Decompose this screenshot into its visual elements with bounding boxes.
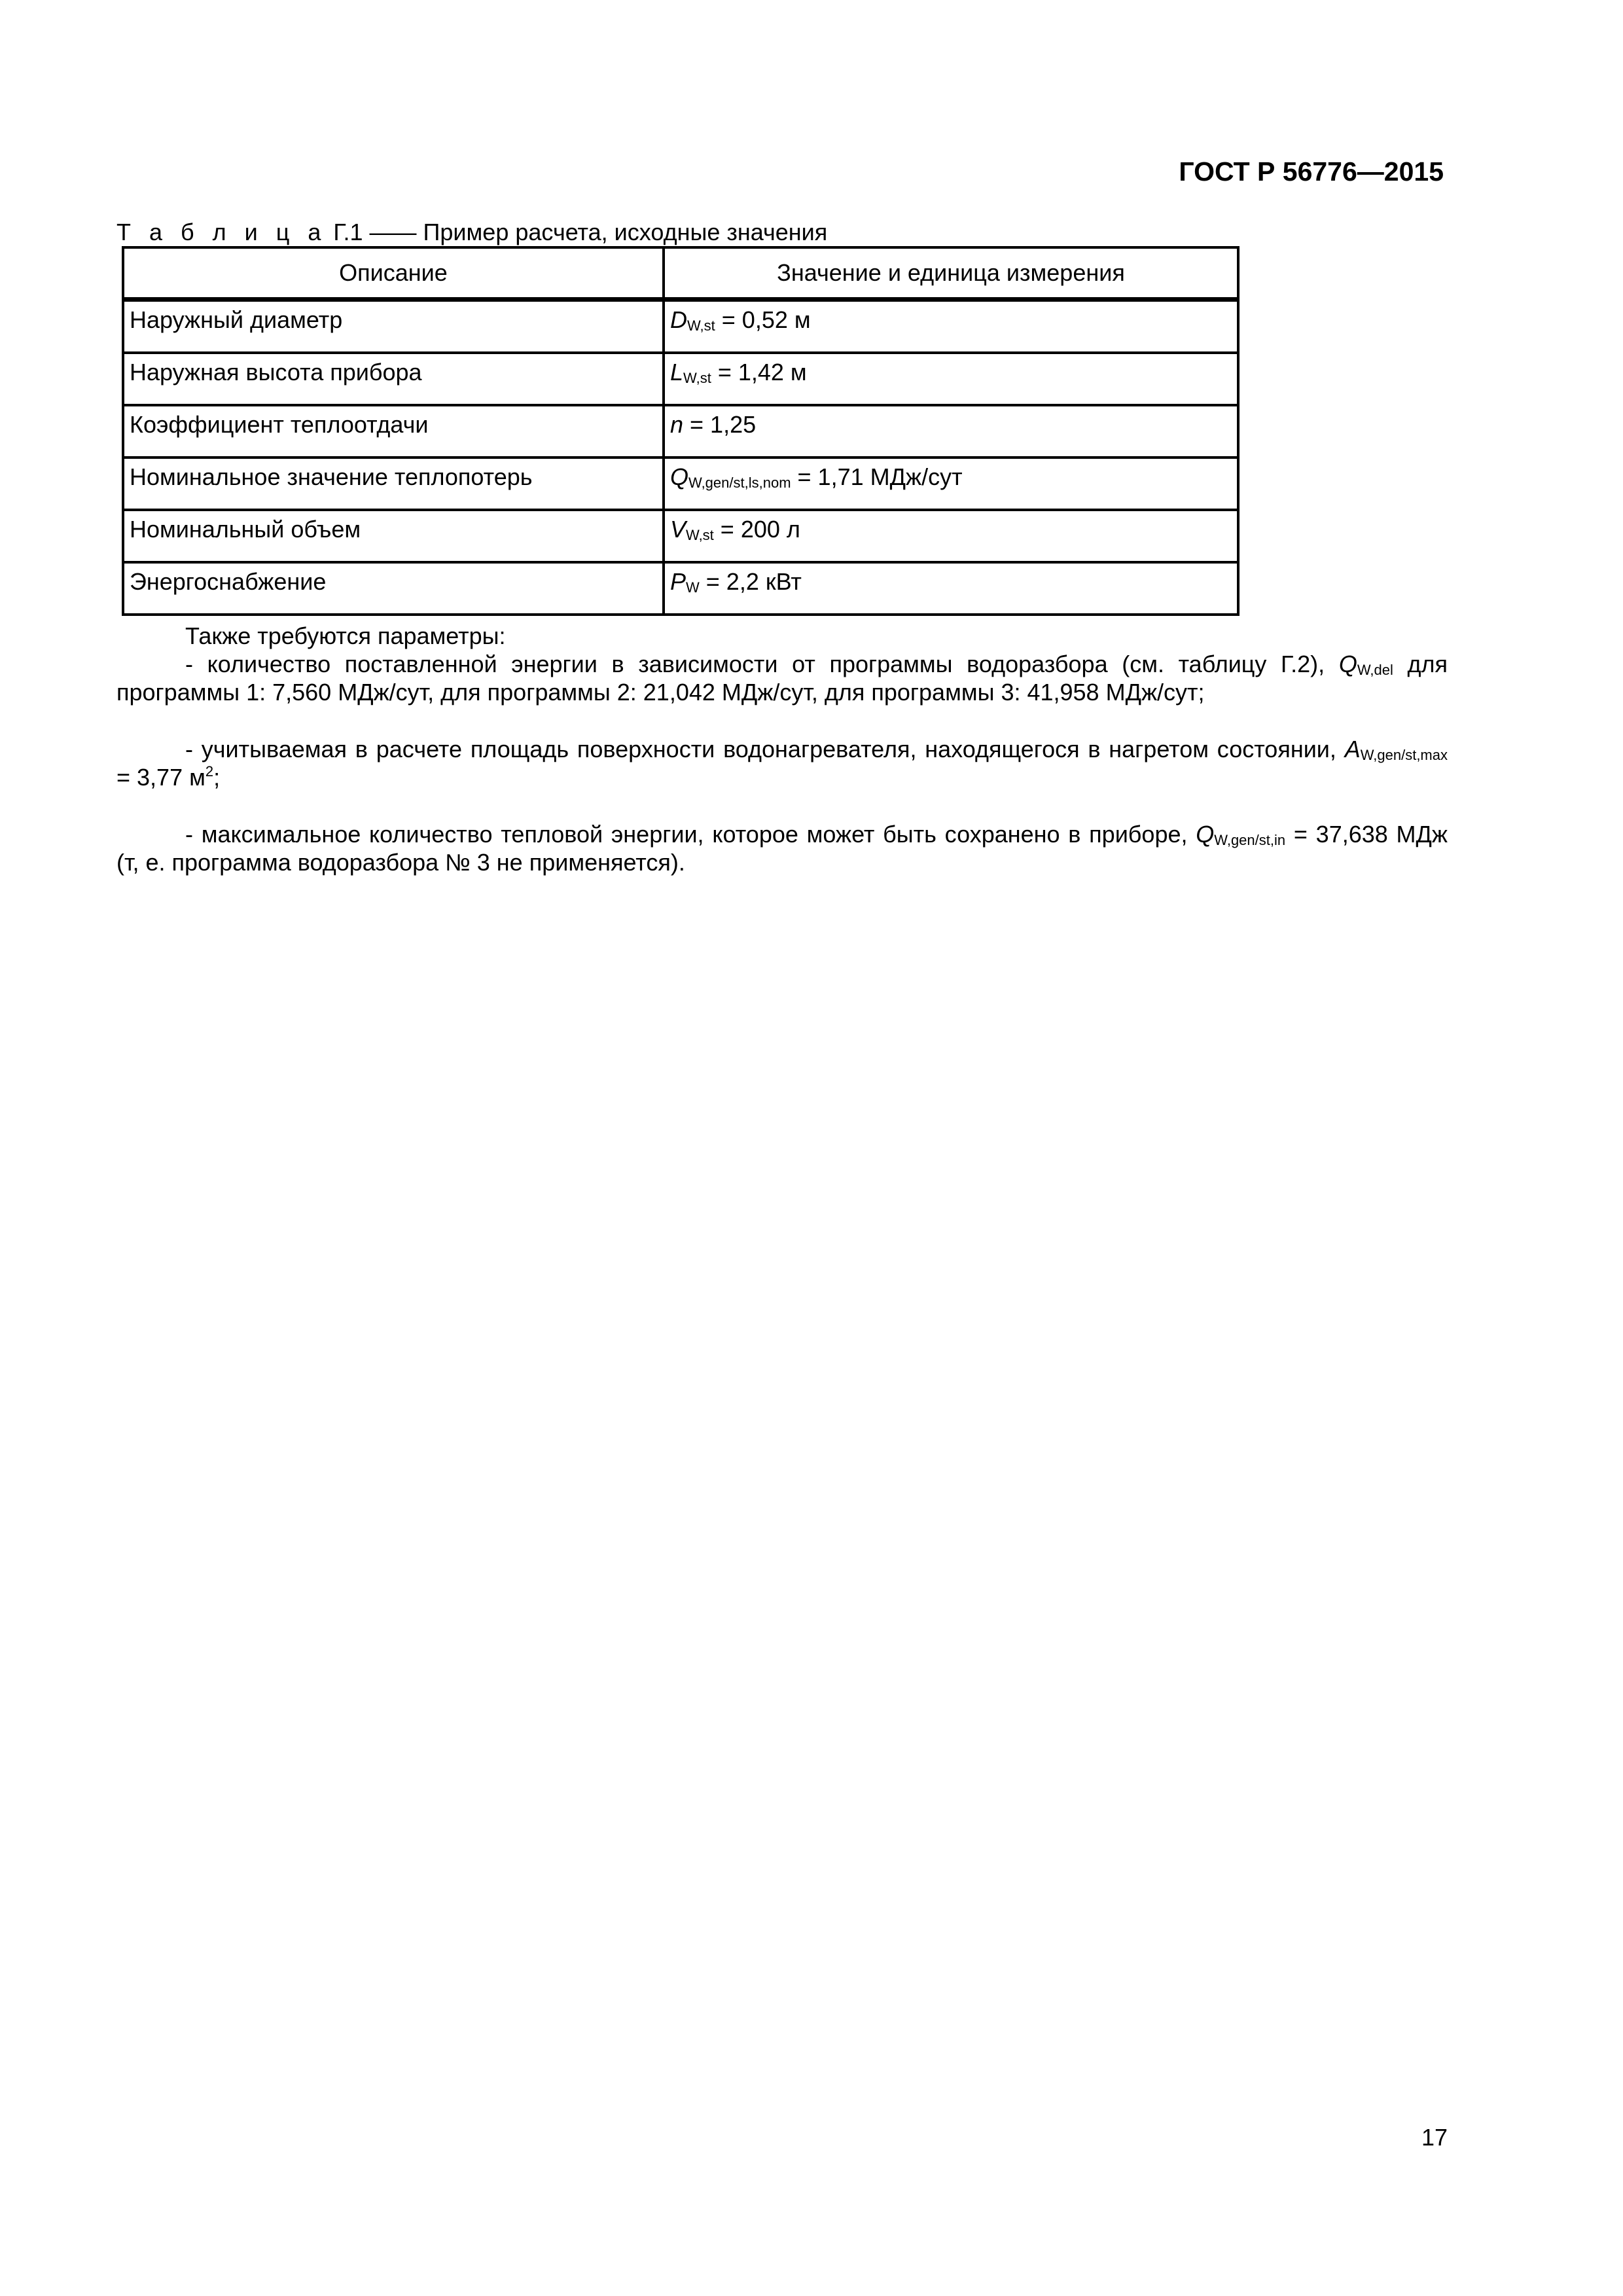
row-value — [664, 562, 1238, 615]
row-value — [664, 300, 1238, 353]
value-symbol: n — [670, 411, 684, 438]
value-subscript: W,st — [687, 317, 715, 334]
row-value — [664, 405, 1238, 457]
row-value — [664, 353, 1238, 405]
formula-subscript: W,del — [1357, 662, 1393, 678]
paragraph-text: - учитываемая в расчете площадь поверхности водонагревателя, находящегося в нагретом состоянии, — [185, 736, 1345, 762]
table-caption-label: Т а б л и ц а — [116, 219, 327, 245]
paragraph-text: для программы 1: 7,560 МДж/сут, для программы 2: 21,042 МДж/сут, для программы 3: 41,958 МДж/сут; — [116, 651, 1448, 706]
paragraph-delivered-energy — [116, 650, 1448, 706]
row-description: Номинальное значение теплопотерь — [123, 457, 664, 510]
paragraph-surface-area — [116, 735, 1448, 791]
paragraph-text: - максимальное количество тепловой энергии, которое может быть сохранено в приборе, — [185, 821, 1196, 848]
value-text: = 1,25 — [683, 411, 757, 438]
row-value — [664, 457, 1238, 510]
column-header-value: Значение и единица измерения — [664, 247, 1238, 300]
value-text: = 200 л — [713, 516, 800, 543]
value-subscript: W — [686, 579, 700, 596]
formula-superscript: 2 — [205, 763, 214, 780]
table-row — [123, 510, 1238, 562]
paragraph-text: = 37,638 МДж (т, е. программа водоразбора № 3 не применяется). — [116, 821, 1448, 876]
table-caption-title: Г.1 —— Пример расчета, исходные значения — [327, 219, 828, 245]
table-header-row — [123, 247, 1238, 300]
value-symbol: P — [670, 568, 687, 595]
row-description: Энергоснабжение — [123, 562, 664, 615]
value-text: = 1,71 МДж/сут — [791, 463, 963, 490]
table-caption — [116, 217, 1229, 248]
formula-symbol: A — [1344, 736, 1361, 762]
formula-subscript: W,gen/st,max — [1360, 747, 1448, 763]
row-description: Номинальный объем — [123, 510, 664, 562]
row-value — [664, 510, 1238, 562]
paragraph-text: = 3,77 м — [116, 764, 205, 791]
value-text: = 0,52 м — [715, 306, 811, 333]
table-row — [123, 405, 1238, 457]
value-symbol: V — [670, 516, 687, 543]
row-description: Коэффициент теплоотдачи — [123, 405, 664, 457]
paragraph-stored-energy — [116, 820, 1448, 876]
value-text: = 1,42 м — [711, 359, 807, 386]
value-symbol: Q — [670, 463, 689, 490]
value-symbol: D — [670, 306, 687, 333]
formula-subscript: W,gen/st,in — [1214, 832, 1286, 848]
body-text — [116, 622, 1448, 876]
document-code: ГОСТ Р 56776—2015 — [1179, 156, 1444, 187]
page-number: 17 — [1421, 2124, 1448, 2151]
parameters-table — [122, 246, 1240, 616]
table-row — [123, 457, 1238, 510]
intro-paragraph: Также требуются параметры: — [185, 622, 506, 649]
table-row — [123, 353, 1238, 405]
value-text: = 2,2 кВт — [699, 568, 802, 595]
column-header-description: Описание — [123, 247, 664, 300]
table-row — [123, 562, 1238, 615]
formula-symbol: Q — [1338, 651, 1357, 677]
value-subscript: W,gen/st,ls,nom — [688, 475, 791, 491]
paragraph-text: - количество поставленной энергии в зависимости от программы водоразбора (см. таблицу Г.2), — [185, 651, 1339, 677]
table-row — [123, 300, 1238, 353]
value-symbol: L — [670, 359, 684, 386]
value-subscript: W,st — [683, 370, 711, 386]
row-description: Наружная высота прибора — [123, 353, 664, 405]
formula-symbol: Q — [1196, 821, 1215, 848]
value-subscript: W,st — [686, 527, 714, 543]
paragraph-text: ; — [213, 764, 221, 791]
row-description: Наружный диаметр — [123, 300, 664, 353]
